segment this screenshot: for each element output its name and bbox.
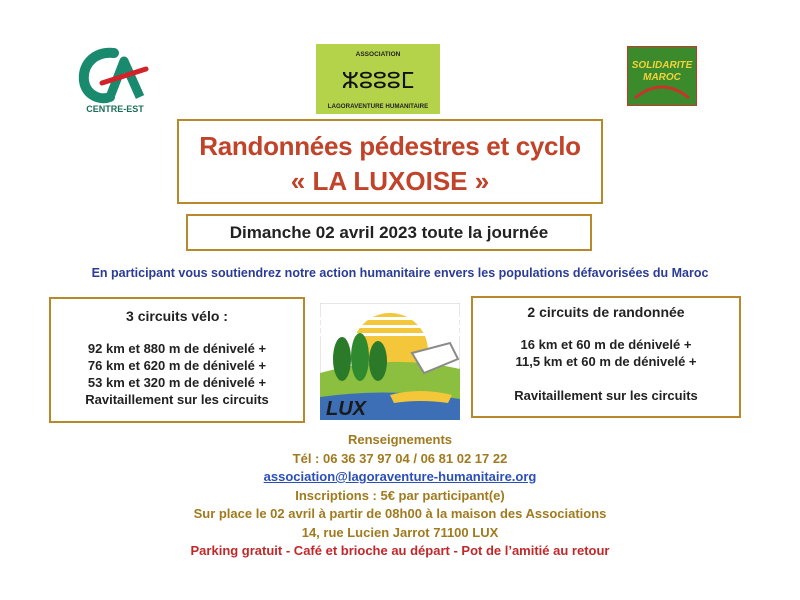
tree-icon bbox=[351, 333, 369, 381]
ca-caption: CENTRE-EST bbox=[86, 104, 144, 114]
rando-supply-line: Ravitaillement sur les circuits bbox=[514, 388, 698, 403]
email-link[interactable]: association@lagoraventure-humanitaire.org bbox=[263, 469, 537, 484]
date-box bbox=[186, 214, 592, 251]
title-box bbox=[177, 119, 603, 204]
velo-title: 3 circuits vélo : bbox=[126, 308, 228, 324]
info-onsite: Sur place le 02 avril à partir de 08h00 à la maison des Associations bbox=[193, 506, 607, 521]
rando-spacer bbox=[473, 370, 739, 387]
association-logo-top-text: ASSOCIATION bbox=[355, 51, 401, 58]
velo-circuit-line: 53 km et 320 m de dénivelé + bbox=[87, 375, 267, 390]
rando-circuit-line: 11,5 km et 60 m de dénivelé + bbox=[515, 354, 697, 369]
info-block bbox=[0, 431, 800, 561]
association-logo-bottom-text: LAGORAVENTURE HUMANITAIRE bbox=[327, 103, 429, 110]
velo-circuit-line: 76 km et 620 m de dénivelé + bbox=[87, 358, 267, 373]
info-phone: Tél : 06 36 37 97 04 / 06 81 02 17 22 bbox=[292, 450, 508, 466]
association-symbol: ⵣⵓⵓⵓⵎ bbox=[341, 69, 415, 94]
ca-logo-icon bbox=[74, 47, 156, 115]
tree-icon bbox=[369, 341, 387, 381]
rando-title: 2 circuits de randonnée bbox=[527, 304, 685, 320]
title-line-2: « LA LUXOISE » bbox=[290, 166, 490, 196]
velo-circuit-line: 92 km et 880 m de dénivelé + bbox=[87, 341, 267, 356]
info-heading: Renseignements bbox=[347, 432, 453, 447]
credit-agricole-logo bbox=[74, 47, 156, 115]
intro-text: En participant vous soutiendrez notre action humanitaire envers les populations défavorisées du Maroc bbox=[91, 266, 709, 280]
rando-circuits-box bbox=[471, 296, 741, 418]
velo-circuits-box bbox=[49, 297, 305, 423]
solidarite-maroc-logo bbox=[627, 46, 697, 106]
velo-circuit-line: Ravitaillement sur les circuits bbox=[85, 392, 269, 407]
lux-logo-text: LUX bbox=[326, 398, 366, 420]
info-registration: Inscriptions : 5€ par participant(e) bbox=[295, 487, 505, 503]
event-date: Dimanche 02 avril 2023 toute la journée bbox=[229, 223, 549, 242]
rando-circuit-line: 16 km et 60 m de dénivelé + bbox=[520, 337, 692, 352]
tree-icon bbox=[333, 337, 351, 381]
lux-logo bbox=[320, 303, 460, 420]
solidarite-logo-line2: MAROC bbox=[643, 72, 681, 83]
association-logo bbox=[316, 44, 440, 114]
title-line-1: Randonnées pédestres et cyclo bbox=[199, 131, 581, 161]
solidarite-logo-line1: SOLIDARITE bbox=[631, 60, 693, 71]
info-parking: Parking gratuit - Café et brioche au départ - Pot de l’amitié au retour bbox=[190, 543, 610, 558]
info-address: 14, rue Lucien Jarrot 71100 LUX bbox=[301, 524, 499, 540]
